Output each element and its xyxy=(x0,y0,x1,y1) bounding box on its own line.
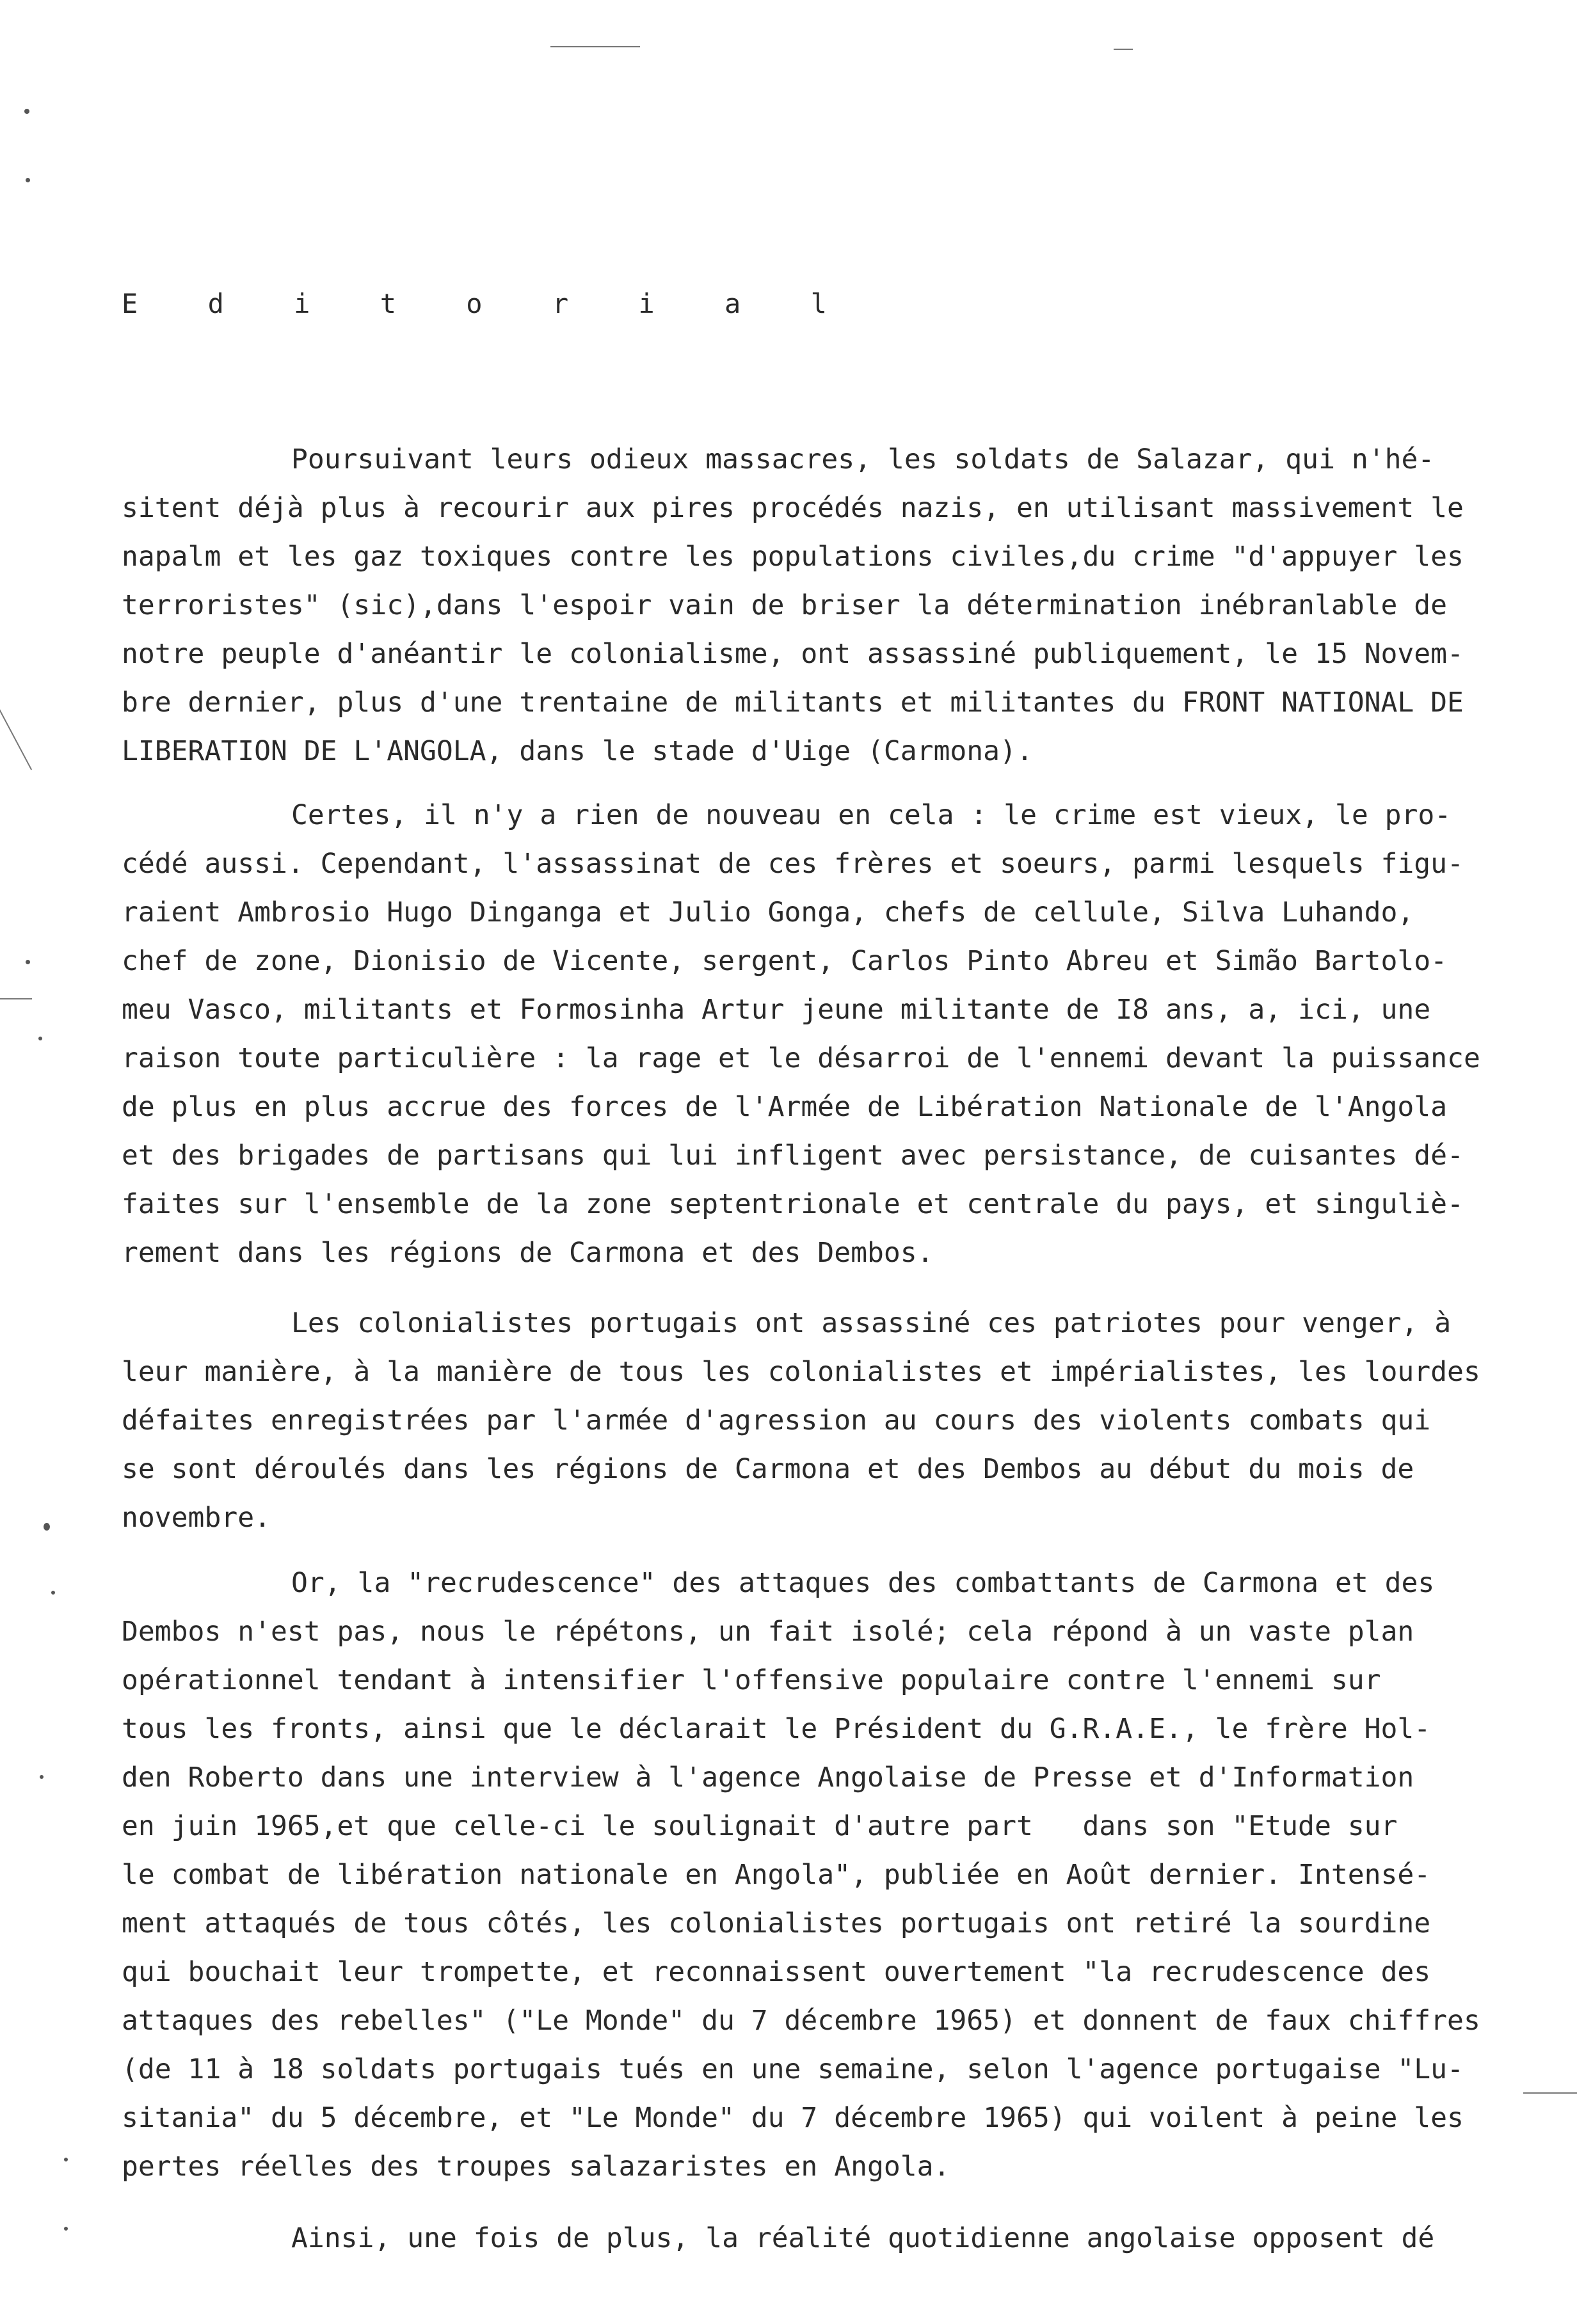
text-line: sitent déjà plus à recourir aux pires procédés nazis, en utilisant massivement le xyxy=(122,492,1464,524)
margin-speck xyxy=(26,960,30,964)
text-line: rement dans les régions de Carmona et des Dembos. xyxy=(122,1237,934,1269)
text-line: bre dernier, plus d'une trentaine de militants et militantes du FRONT NATIONAL DE xyxy=(122,687,1464,719)
text-line: Certes, il n'y a rien de nouveau en cela : le crime est vieux, le pro- xyxy=(291,799,1452,831)
text-line: en juin 1965,et que celle-ci le soulignait d'autre part dans son "Etude sur xyxy=(122,1810,1398,1842)
text-line: Poursuivant leurs odieux massacres, les soldats de Salazar, qui n'hé- xyxy=(291,443,1435,475)
paragraph-3 xyxy=(122,1299,1517,1542)
scan-line xyxy=(1114,49,1133,50)
text-line: notre peuple d'anéantir le colonialisme, ont assassiné publiquement, le 15 Novem- xyxy=(122,638,1464,670)
text-line: (de 11 à 18 soldats portugais tués en une semaine, selon l'agence portugaise "Lu- xyxy=(122,2053,1464,2085)
text-line: sitania" du 5 décembre, et "Le Monde" du 7 décembre 1965) qui voilent à peine les xyxy=(122,2102,1464,2134)
text-line: den Roberto dans une interview à l'agence Angolaise de Presse et d'Information xyxy=(122,1762,1414,1794)
scan-line xyxy=(550,46,640,47)
margin-speck xyxy=(26,178,30,182)
editorial-heading: E d i t o r i a l xyxy=(122,288,854,319)
text-line: le combat de libération nationale en Angola", publiée en Août dernier. Intensé- xyxy=(122,1859,1431,1891)
text-line: cédé aussi. Cependant, l'assassinat de ces frères et soeurs, parmi lesquels figu- xyxy=(122,848,1464,880)
scan-line xyxy=(1523,2092,1577,2094)
text-line: leur manière, à la manière de tous les colonialistes et impérialistes, les lourdes xyxy=(122,1356,1480,1388)
text-line: raison toute particulière : la rage et le désarroi de l'ennemi devant la puissance xyxy=(122,1042,1480,1074)
text-line: ment attaqués de tous côtés, les colonialistes portugais ont retiré la sourdine xyxy=(122,1907,1431,1939)
text-line: se sont déroulés dans les régions de Carmona et des Dembos au début du mois de xyxy=(122,1453,1414,1485)
text-line: Or, la "recrudescence" des attaques des combattants de Carmona et des xyxy=(291,1567,1435,1599)
text-line: chef de zone, Dionisio de Vicente, sergent, Carlos Pinto Abreu et Simão Bartolo- xyxy=(122,945,1448,977)
paragraph-2 xyxy=(122,791,1517,1277)
margin-speck xyxy=(24,109,29,114)
text-line: meu Vasco, militants et Formosinha Artur jeune militante de I8 ans, a, ici, une xyxy=(122,994,1431,1026)
text-line: défaites enregistrées par l'armée d'agression au cours des violents combats qui xyxy=(122,1405,1431,1437)
text-line: Ainsi, une fois de plus, la réalité quotidienne angolaise opposent dé xyxy=(291,2222,1435,2254)
text-line: pertes réelles des troupes salazaristes en Angola. xyxy=(122,2151,950,2183)
text-line: Les colonialistes portugais ont assassiné ces patriotes pour venger, à xyxy=(291,1307,1452,1339)
text-line: et des brigades de partisans qui lui infligent avec persistance, de cuisantes dé- xyxy=(122,1140,1464,1172)
paragraph-4 xyxy=(122,1559,1517,2191)
text-line: de plus en plus accrue des forces de l'Armée de Libération Nationale de l'Angola xyxy=(122,1091,1448,1123)
scan-line xyxy=(0,998,32,999)
margin-speck xyxy=(64,2158,68,2161)
margin-speck xyxy=(38,1037,42,1040)
text-line: Dembos n'est pas, nous le répétons, un fait isolé; cela répond à un vaste plan xyxy=(122,1616,1414,1648)
scan-line xyxy=(0,702,32,770)
text-line: tous les fronts, ainsi que le déclarait le Président du G.R.A.E., le frère Hol- xyxy=(122,1713,1431,1745)
paragraph-1 xyxy=(122,435,1517,776)
text-line: napalm et les gaz toxiques contre les populations civiles,du crime "d'appuyer les xyxy=(122,541,1464,573)
text-line: raient Ambrosio Hugo Dinganga et Julio Gonga, chefs de cellule, Silva Luhando, xyxy=(122,896,1414,928)
margin-speck xyxy=(51,1591,55,1595)
text-line: attaques des rebelles" ("Le Monde" du 7 décembre 1965) et donnent de faux chiffres xyxy=(122,2005,1480,2037)
paragraph-5 xyxy=(122,2214,1517,2263)
text-line: LIBERATION DE L'ANGOLA, dans le stade d'Uige (Carmona). xyxy=(122,735,1033,767)
text-line: terroristes" (sic),dans l'espoir vain de briser la détermination inébranlable de xyxy=(122,589,1448,621)
text-line: novembre. xyxy=(122,1502,271,1534)
text-line: faites sur l'ensemble de la zone septentrionale et centrale du pays, et singuliè- xyxy=(122,1188,1464,1220)
margin-speck xyxy=(44,1523,50,1531)
text-line: opérationnel tendant à intensifier l'offensive populaire contre l'ennemi sur xyxy=(122,1664,1381,1696)
text-line: qui bouchait leur trompette, et reconnaissent ouvertement "la recrudescence des xyxy=(122,1956,1431,1988)
margin-speck xyxy=(40,1775,44,1779)
margin-speck xyxy=(64,2227,68,2231)
